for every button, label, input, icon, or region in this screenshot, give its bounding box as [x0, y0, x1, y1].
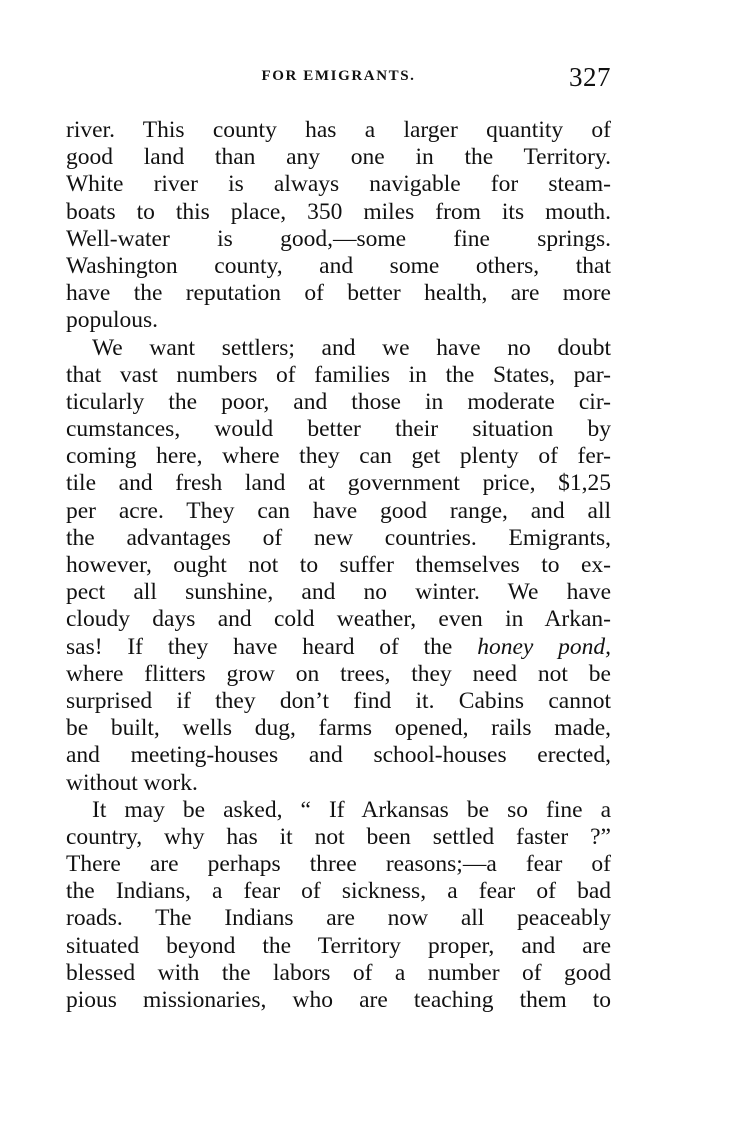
text-line: Well-water is good,—some fine springs.: [66, 225, 611, 252]
text-line: the advantages of new countries. Emigrants,: [66, 524, 611, 551]
text-line: pious missionaries, who are teaching them to: [66, 987, 611, 1013]
text-line: without work.: [66, 769, 198, 796]
text-line: the Indians, a fear of sickness, a fear of bad: [66, 878, 611, 905]
text-line: surprised if they don’t find it. Cabins cannot: [66, 687, 611, 714]
running-head: [66, 62, 611, 96]
text-segment: sas! If they have heard of the: [66, 633, 478, 660]
text-line: have the reputation of better health, are more: [66, 280, 611, 307]
text-line: pect all sunshine, and no winter. We have: [66, 579, 611, 606]
italic-phrase: honey pond,: [477, 633, 611, 660]
text-line: boats to this place, 350 miles from its mouth.: [66, 198, 611, 225]
text-line: good land than any one in the Territory.: [66, 144, 611, 171]
text-line: cumstances, would better their situation by: [66, 416, 611, 443]
text-line: country, why has it not been settled faster ?”: [66, 823, 611, 850]
text-line-with-italic: [66, 634, 611, 661]
text-line: be built, wells dug, farms opened, rails made,: [66, 715, 611, 742]
text-line: however, ought not to suffer themselves to ex-: [66, 552, 611, 578]
text-line: situated beyond the Territory proper, and are: [66, 932, 611, 959]
text-line: per acre. They can have good range, and all: [66, 497, 611, 524]
paragraph-start-line: We want settlers; and we have no doubt: [92, 334, 611, 361]
text-line: where flitters grow on trees, they need not be: [66, 660, 611, 687]
text-line: populous.: [66, 307, 159, 334]
body-text: [66, 117, 611, 1014]
text-line: ticularly the poor, and those in moderate cir-: [66, 388, 611, 415]
text-line: and meeting-houses and school-houses erected,: [66, 742, 611, 769]
text-line: cloudy days and cold weather, even in Arkan-: [66, 606, 611, 633]
text-line: blessed with the labors of a number of good: [66, 959, 611, 986]
text-line: tile and fresh land at government price, $1,25: [66, 470, 611, 497]
text-line: coming here, where they can get plenty of fer-: [66, 443, 611, 470]
text-line: Washington county, and some others, that: [66, 252, 611, 279]
text-line: White river is always navigable for steam-: [66, 171, 611, 198]
page-number: 327: [569, 62, 611, 92]
paragraph-start-line: It may be asked, “ If Arkansas be so fine a: [92, 796, 611, 823]
text-line: There are perhaps three reasons;—a fear of: [66, 851, 611, 878]
running-title: FOR EMIGRANTS.: [261, 68, 416, 84]
text-line: that vast numbers of families in the States, par-: [66, 361, 611, 388]
text-line: roads. The Indians are now all peaceably: [66, 905, 611, 932]
text-line: river. This county has a larger quantity of: [66, 117, 611, 143]
